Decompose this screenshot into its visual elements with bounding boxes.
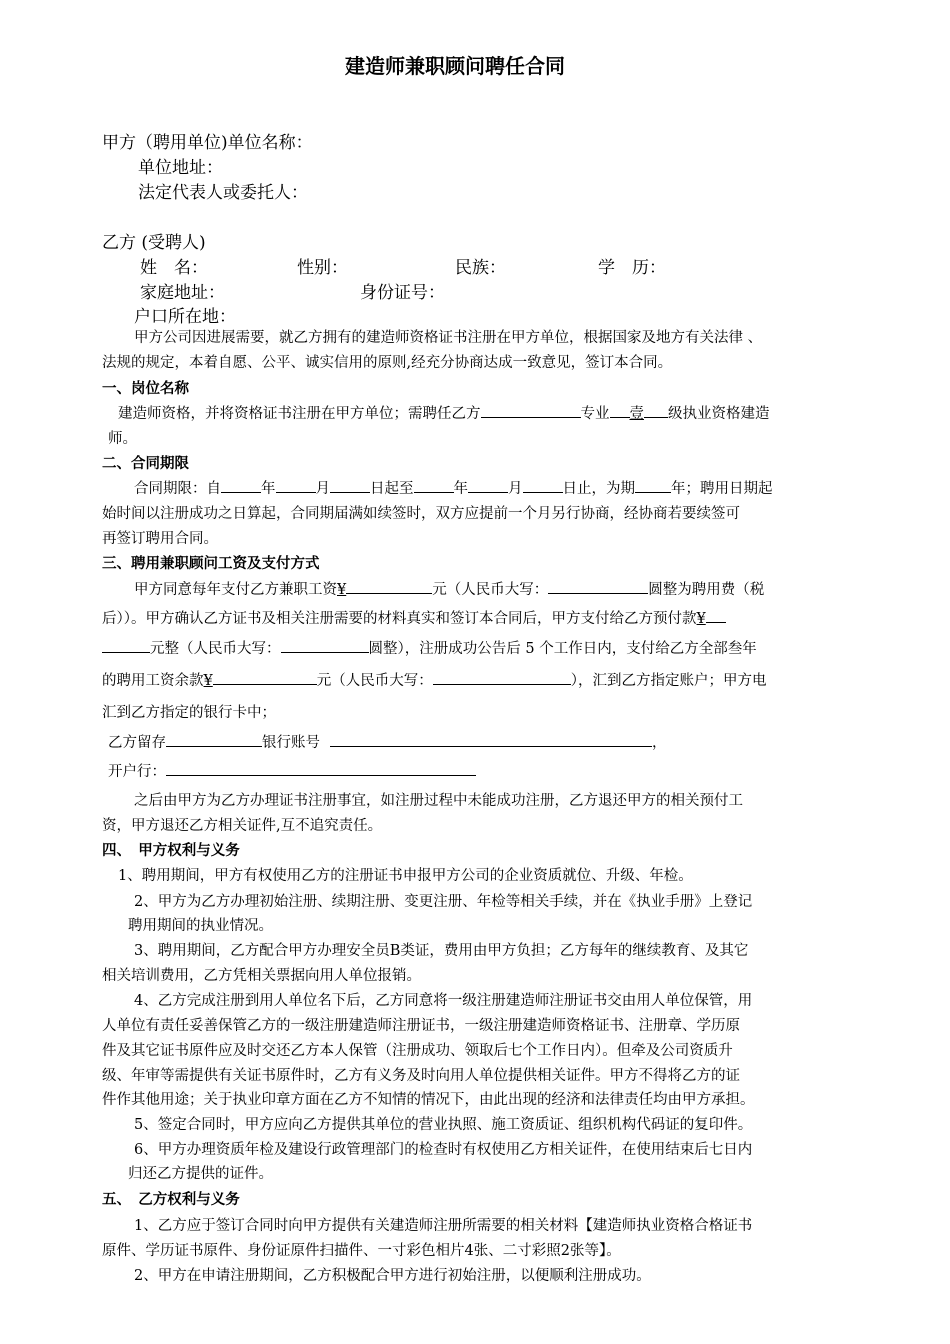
party-b-education: 学 历： (598, 258, 666, 278)
section-3-line-8: 之后由甲方为乙方办理证书注册事宜，如注册过程中未能成功注册，乙方退还甲方的相关预付工 (134, 793, 743, 809)
section-2-line-3: 再签订聘用合同。 (102, 531, 218, 547)
intro-line-2: 法规的规定，本着自愿、公平、诚实信用的原则,经充分协商达成一致意见，签订本合同。 (102, 355, 673, 371)
blank (644, 403, 668, 418)
party-b-id-number: 身份证号： (360, 283, 445, 303)
section-3-line-9: 资，甲方退还乙方相关证件,互不追究责任。 (102, 818, 383, 834)
section-3-line-5: 汇到乙方指定的银行卡中； (102, 705, 276, 721)
section-5-item-1-line-1: 1、乙方应于签订合同时向甲方提供有关建造师注册所需要的相关材料【建造师执业资格合格证书 (134, 1218, 753, 1234)
section-4-item-3-line-2: 相关培训费用，乙方凭相关票据向用人单位报销。 (102, 968, 421, 984)
section-2-heading: 二、合同期限 (102, 456, 189, 472)
party-a-representative: 法定代表人或委托人： (138, 183, 308, 203)
section-1-heading: 一、岗位名称 (102, 381, 189, 397)
section-4-item-1: 1、聘用期间，甲方有权使用乙方的注册证书申报甲方公司的企业资质就位、升级、年检。 (118, 868, 693, 884)
blank (610, 403, 630, 418)
section-4-item-2-line-1: 2、甲方为乙方办理初始注册、续期注册、变更注册、年检等相关手续，并在《执业手册》上登记 (134, 894, 753, 910)
party-a-label: 甲方（聘用单位)单位名称： (102, 133, 313, 153)
section-5-item-1-line-2: 原件、学历证书原件、身份证原件扫描件、一寸彩色相片4张、二寸彩照2张等】。 (102, 1243, 621, 1259)
party-b-gender: 性别： (297, 258, 348, 278)
section-3-line-1: 甲方同意每年支付乙方兼职工资¥ 元（人民币大写： 圆整为聘用费（税 (134, 578, 764, 599)
section-4-item-4-line-1: 4、乙方完成注册到用人单位名下后，乙方同意将一级注册建造师注册证书交由用人单位保管，用 (134, 993, 753, 1009)
section-4-item-6-line-1: 6、甲方办理资质年检及建设行政管理部门的检查时有权使用乙方相关证件，在使用结束后七日内 (134, 1142, 753, 1158)
party-b-hukou: 户口所在地： (134, 307, 236, 327)
section-3-line-4: 的聘用工资余款¥ 元（人民币大写： ），汇到乙方指定账户；甲方电 (102, 669, 766, 690)
section-3-line-6: 乙方留存 银行账号 ， (108, 731, 667, 752)
section-4-item-2-line-2: 聘用期间的执业情况。 (128, 918, 273, 934)
section-3-heading: 三、聘用兼职顾问工资及支付方式 (102, 556, 320, 572)
party-b-label: 乙方 (受聘人) (102, 233, 206, 253)
section-4-item-4-line-2: 人单位有责任妥善保管乙方的一级注册建造师注册证书，一级注册建造师资格证书、注册章、学历原 (102, 1018, 740, 1034)
section-4-item-4-line-4: 级、年审等需提供有关证书原件时，乙方有义务及时向用人单位提供相关证件。甲方不得将乙方的证 (102, 1068, 740, 1084)
section-4-item-5: 5、签定合同时，甲方应向乙方提供其单位的营业执照、施工资质证、组织机构代码证的复印件。 (134, 1117, 753, 1133)
section-3-line-2: 后））。甲方确认乙方证书及相关注册需要的材料真实和签订本合同后，甲方支付给乙方预付款¥ (102, 607, 726, 628)
party-b-ethnicity: 民族： (455, 258, 506, 278)
section-4-item-4-line-3: 件及其它证书原件应及时交还乙方本人保管（注册成功、领取后七个工作日内）。但牵及公司资质升 (102, 1043, 733, 1059)
document-title: 建造师兼职顾问聘任合同 (345, 54, 565, 78)
section-1-line-1: 建造师资格，并将资格证书注册在甲方单位；需聘任乙方 专业 壹 级执业资格建造 (118, 402, 770, 423)
intro-line-1: 甲方公司因进展需要，就乙方拥有的建造师资格证书注册在甲方单位，根据国家及地方有关法律 、 (134, 330, 763, 346)
section-5-item-2: 2、甲方在申请注册期间，乙方积极配合甲方进行初始注册，以便顺利注册成功。 (134, 1268, 651, 1284)
major-blank (481, 403, 581, 418)
bank-account-blank (330, 732, 652, 747)
party-b-name: 姓 名： (140, 258, 208, 278)
section-4-item-6-line-2: 归还乙方提供的证件。 (128, 1166, 273, 1182)
section-3-line-3: 元整（人民币大写： 圆整），注册成功公告后 5 个工作日内，支付给乙方全部叁年 (102, 637, 757, 658)
section-3-line-7: 开户行： (108, 760, 476, 781)
section-5-heading: 五、 乙方权利与义务 (102, 1192, 240, 1208)
bank-branch-blank (166, 761, 476, 776)
party-a-address: 单位地址： (138, 158, 223, 178)
section-4-heading: 四、 甲方权利与义务 (102, 843, 240, 859)
section-1-line-2: 师。 (108, 431, 137, 447)
section-2-line-1: 合同期限：自 年 月 日起至 年 月 日止，为期 年；聘用日期起 (134, 477, 773, 498)
bank-holder-blank (166, 732, 262, 747)
section-4-item-4-line-5: 件作其他用途；关于执业印章方面在乙方不知情的情况下，由此出现的经济和法律责任均由甲方承担。 (102, 1092, 755, 1108)
section-4-item-3-line-1: 3、聘用期间，乙方配合甲方办理安全员B类证，费用由甲方负担；乙方每年的继续教育、及其它 (134, 943, 749, 959)
party-b-home-address: 家庭地址： (140, 283, 225, 303)
section-2-line-2: 始时间以注册成功之日算起，合同期届满如续签时，双方应提前一个月另行协商，经协商若要续签可 (102, 506, 740, 522)
level-value: 壹 (629, 406, 644, 422)
